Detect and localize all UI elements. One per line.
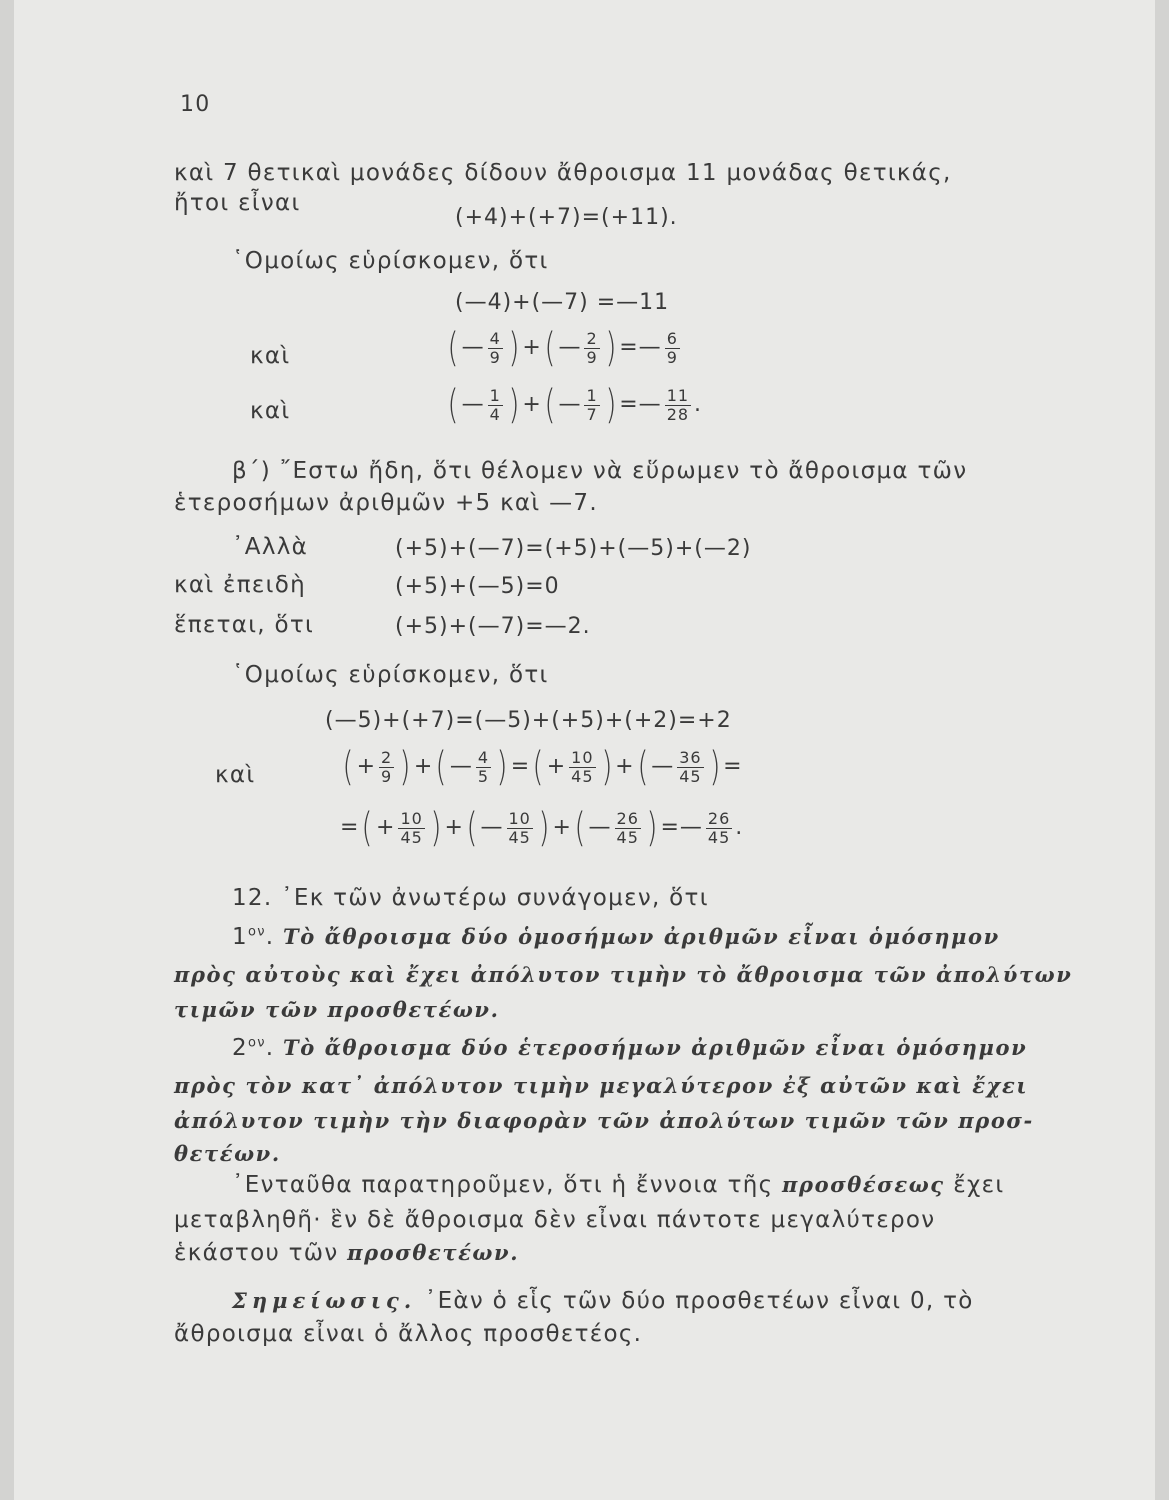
page-left-edge bbox=[0, 0, 14, 1500]
section-b-eq5: ( + $\frac{2}{9}$ ) +( — $\frac{4}{5}$ ) =( + $\frac{10}{45}$ ) +( — $\frac{36}{45}$ ) = bbox=[342, 744, 743, 790]
intro-similarly: ῾Ομοίως εὑρίσκομεν, ὅτι bbox=[232, 248, 549, 274]
intro-line-1: καὶ 7 θετικαὶ μονάδες δίδουν ἄθροισμα 11 μονάδας θετικάς, bbox=[174, 160, 952, 186]
intro-eq-fractions-1: ( — $\frac{4}{9}$ ) +( — $\frac{2}{9}$ ) =— $\frac{6}{9}$ bbox=[447, 325, 678, 371]
section-b-line-1: β΄) ῎Εστω ἤδη, ὅτι θέλομεν νὰ εὕρωμεν τὸ ἄθροισμα τῶν bbox=[232, 458, 968, 484]
section-b-kai: καὶ bbox=[215, 762, 256, 788]
rule-1-line-1: $1^{o\nu}$. Τὸ ἄθροισμα δύο ὁμοσήμων ἀριθμῶν εἶναι ὁμόσημον bbox=[232, 924, 1000, 950]
section-b-eq6: =( + $\frac{10}{45}$ ) +( — $\frac{10}{45}$ ) +( — $\frac{26}{45}$ ) =— $\frac{26}{45}$ . bbox=[340, 805, 744, 851]
note-line-1: Σημείωσις. ᾿Εὰν ὁ εἷς τῶν δύο προσθετέων εἶναι 0, τὸ bbox=[232, 1288, 974, 1314]
section-b-since-eq: (+5)+(—5)=0 bbox=[395, 574, 560, 599]
rule-2-line-4: θετέων. bbox=[174, 1141, 281, 1166]
rule-1-line-3: τιμῶν τῶν προσθετέων. bbox=[174, 997, 500, 1022]
rule-2-line-1: $2^{o\nu}$. Τὸ ἄθροισμα δύο ἑτεροσήμων ἀριθμῶν εἶναι ὁμόσημον bbox=[232, 1035, 1028, 1061]
section-12-heading: 12. ᾿Εκ τῶν ἀνωτέρω συνάγομεν, ὅτι bbox=[232, 885, 709, 911]
intro-eq-positive: (+4)+(+7)=(+11). bbox=[455, 205, 678, 230]
page-right-edge bbox=[1155, 0, 1169, 1500]
observation-line-1: ᾿Ενταῦθα παρατηροῦμεν, ὅτι ἡ ἔννοια τῆς προσθέσεως ἔχει bbox=[232, 1172, 1005, 1198]
section-b-but-eq: (+5)+(—7)=(+5)+(—5)+(—2) bbox=[395, 536, 752, 561]
section-b-similarly: ῾Ομοίως εὑρίσκομεν, ὅτι bbox=[232, 662, 549, 688]
section-b-follows-eq: (+5)+(—7)=—2. bbox=[395, 614, 591, 639]
intro-kai-1: καὶ bbox=[250, 343, 291, 369]
section-b-since-label: καὶ ἐπειδὴ bbox=[174, 572, 306, 598]
section-b-line-2: ἑτεροσήμων ἀριθμῶν +5 καὶ —7. bbox=[174, 490, 598, 516]
intro-eq-fractions-2: ( — $\frac{1}{4}$ ) +( — $\frac{1}{7}$ ) =— $\frac{11}{28}$ . bbox=[447, 382, 703, 428]
section-b-eq4: (—5)+(+7)=(—5)+(+5)+(+2)=+2 bbox=[325, 708, 732, 733]
intro-line-2-label: ἤτοι εἶναι bbox=[174, 190, 301, 216]
note-line-2: ἄθροισμα εἶναι ὁ ἄλλος προσθετέος. bbox=[174, 1321, 643, 1347]
rule-2-line-3: ἀπόλυτον τιμὴν τὴν διαφορὰν τῶν ἀπολύτων τιμῶν τῶν προσ- bbox=[174, 1108, 1034, 1133]
intro-eq-negative: (—4)+(—7) =—11 bbox=[455, 290, 670, 315]
rule-2-line-2: πρὸς τὸν κατ᾿ ἀπόλυτον τιμὴν μεγαλύτερον ἐξ αὐτῶν καὶ ἔχει bbox=[174, 1073, 1029, 1098]
section-b-but-label: ᾿Αλλὰ bbox=[232, 534, 309, 560]
section-b-follows-label: ἕπεται, ὅτι bbox=[174, 612, 315, 638]
rule-1-line-2: πρὸς αὐτοὺς καὶ ἔχει ἀπόλυτον τιμὴν τὸ ἄθροισμα τῶν ἀπολύτων bbox=[174, 962, 1073, 987]
intro-kai-2: καὶ bbox=[250, 398, 291, 424]
observation-line-3: ἑκάστου τῶν προσθετέων. bbox=[174, 1240, 520, 1266]
page-number: 10 bbox=[180, 92, 211, 117]
observation-line-2: μεταβληθῆ· ἓν δὲ ἄθροισμα δὲν εἶναι πάντοτε μεγαλύτερον bbox=[174, 1207, 936, 1233]
